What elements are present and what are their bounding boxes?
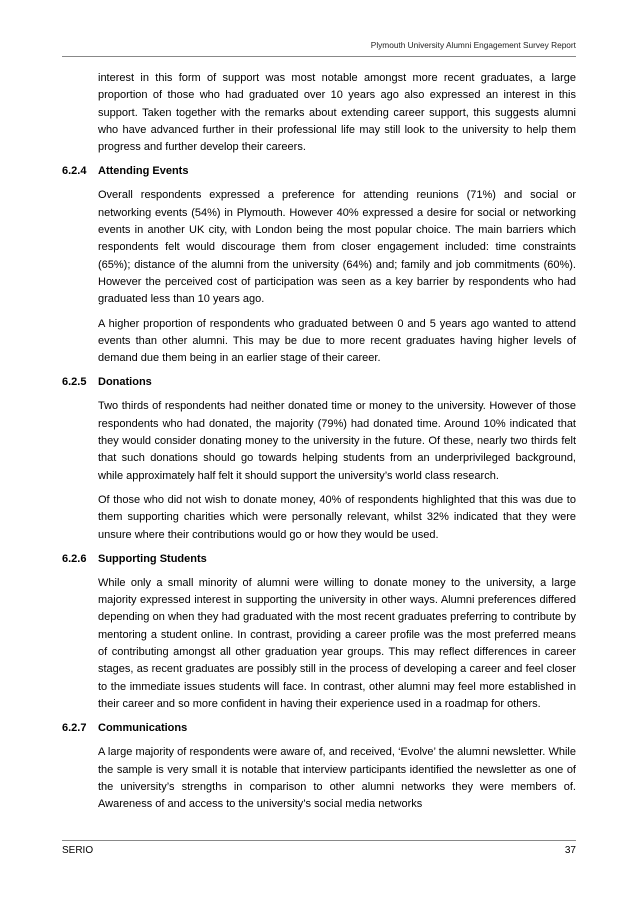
- section-supporting-students: [62, 551, 576, 713]
- paragraph: Of those who did not wish to donate money, 40% of respondents highlighted that this was due to them supporting charities which were personally relevant, whilst 32% indicated that they were unsure where their contributions would go or how they would be used.: [98, 493, 576, 541]
- section-title: Donations: [98, 376, 152, 389]
- section-number: 6.2.4: [62, 165, 87, 178]
- section-communications: [62, 720, 576, 813]
- section-attending-events: [62, 163, 576, 367]
- section-title: Communications: [98, 722, 188, 735]
- page-number: 37: [564, 845, 576, 856]
- section-title: Attending Events: [98, 165, 189, 178]
- footer-divider: [62, 840, 576, 841]
- paragraph: Two thirds of respondents had neither donated time or money to the university. However of those respondents who had donated, the majority (79%) had donated time. Around 10% indicated that they would consider donating money to the university in the future. Of these, nearly two thirds felt that such donations should go towards helping students from an underprivileged background, while approximately half felt it should support the university’s world class research.: [98, 400, 576, 482]
- running-header: Plymouth University Alumni Engagement Survey Report: [370, 40, 576, 50]
- section-number: 6.2.7: [62, 722, 87, 735]
- paragraph: A large majority of respondents were aware of, and received, ‘Evolve’ the alumni newsletter. While the sample is very small it is notable that interview participants identified the newsletter as one of the university’s strengths in comparison to other alumni networks they were members of. Awareness of and access to the university’s social media networks: [98, 746, 576, 811]
- section-number: 6.2.6: [62, 552, 87, 565]
- section-heading: [62, 720, 576, 737]
- page-body: [62, 70, 576, 813]
- footer-organization: SERIO: [62, 845, 94, 856]
- section-heading: [62, 551, 576, 568]
- section-number: 6.2.5: [62, 376, 87, 389]
- section-title: Supporting Students: [98, 552, 207, 565]
- paragraph: Overall respondents expressed a preference for attending reunions (71%) and social or networking events (54%) in Plymouth. However 40% expressed a desire for social or networking events in another UK city, with London being the most popular choice. The main barriers which respondents felt would discourage them from closer engagement included: time constraints (65%); distance of the alumni from the university (64%) and; family and job commitments (60%). However the perceived cost of participation was seen as a key barrier by respondents who had graduated less than 10 years ago.: [98, 189, 576, 306]
- header-divider: [62, 56, 576, 57]
- paragraph: While only a small minority of alumni were willing to donate money to the university, a large majority expressed interest in supporting the university in other ways. Alumni preferences differed depending on when they had graduated with the most recent graduates preferring to contribute by mentoring a student online. In contrast, providing a career profile was the most preferred means of contributing amongst all other graduation year groups. This may reflect differences in career stages, as recent graduates are possibly still in the process of developing a career and feel closer to the immediate issues students will face. In contrast, other alumni may feel more established in their career and so more confident in having their experience used in a roadmap for others.: [98, 576, 576, 710]
- paragraph: A higher proportion of respondents who graduated between 0 and 5 years ago wanted to attend events than other alumni. This may be due to more recent graduates having higher levels of demand due them being in an earlier stage of their career.: [98, 317, 576, 365]
- section-heading: [62, 374, 576, 391]
- intro-paragraph: interest in this form of support was most notable amongst more recent graduates, a large proportion of those who had graduated over 10 years ago also expressed an interest in this support. Taken together with the remarks about extending career support, this suggests alumni who have advanced further in their professional life may still look to the university to help them progress and further develop their careers.: [98, 72, 576, 154]
- section-heading: [62, 163, 576, 180]
- section-donations: [62, 374, 576, 543]
